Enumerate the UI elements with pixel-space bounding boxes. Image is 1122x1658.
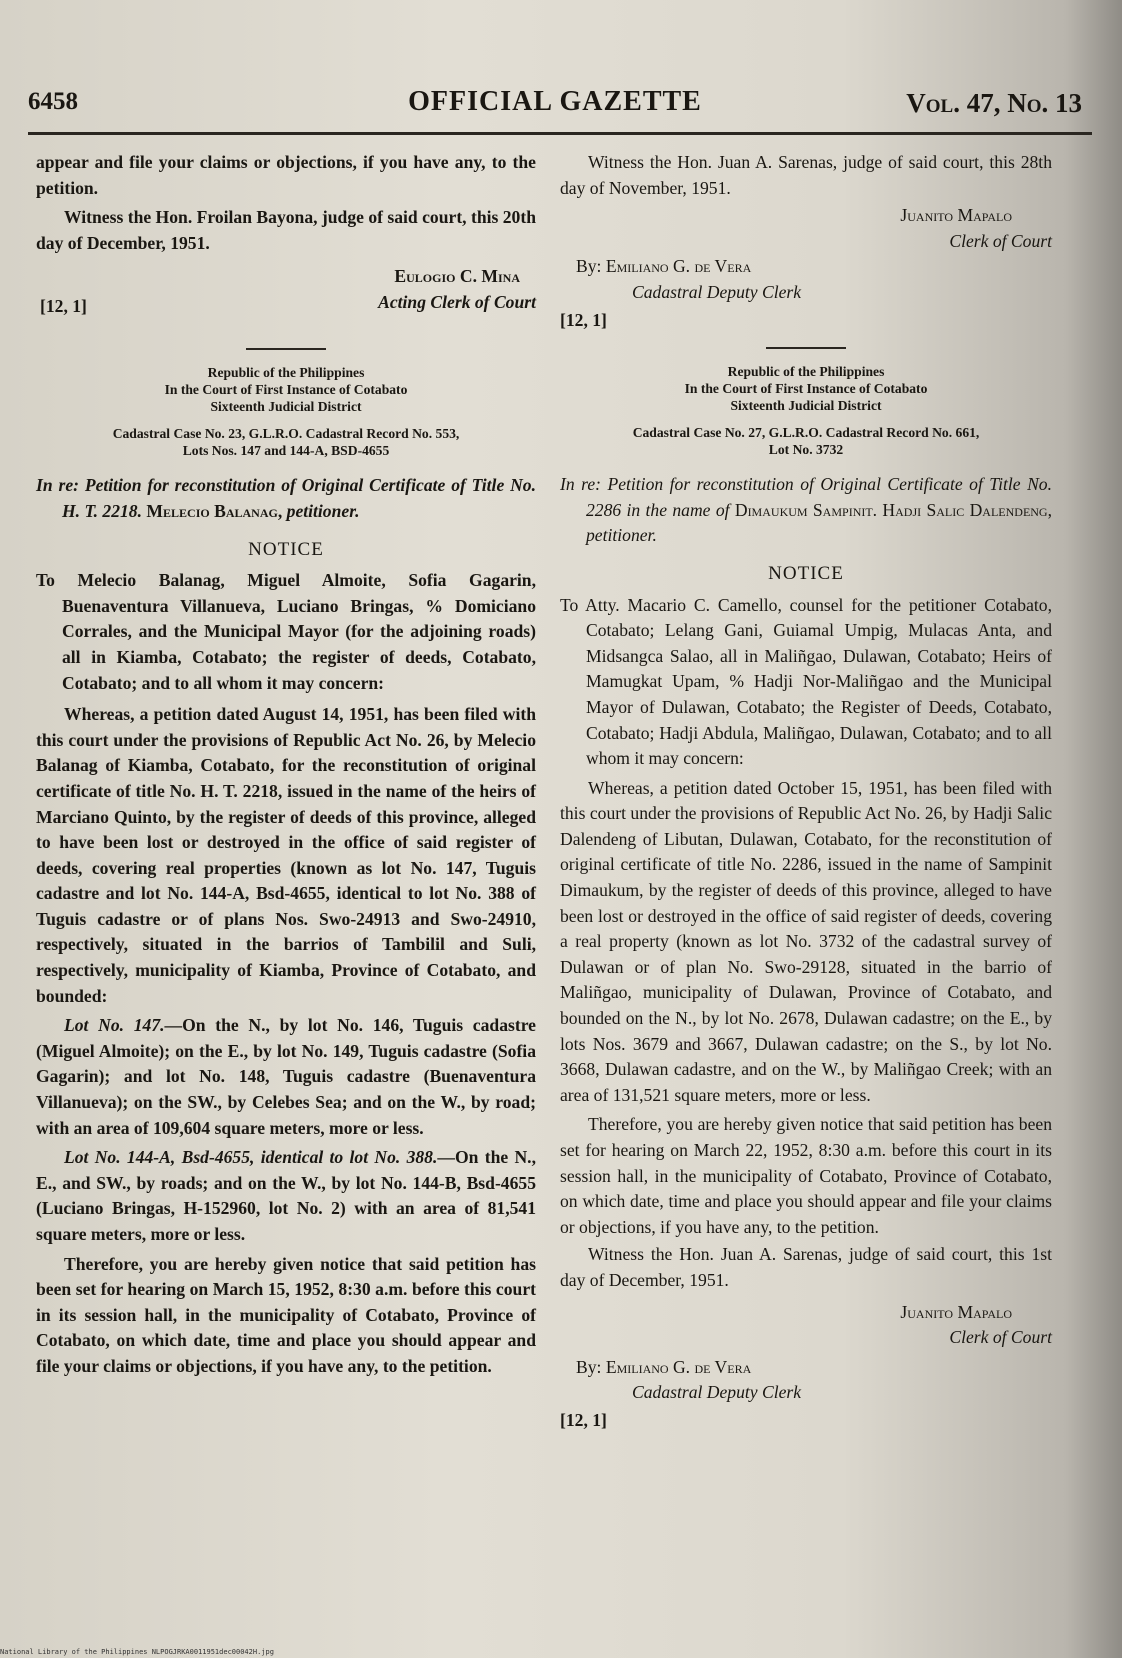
left-opening: appear and file your claims or objections, if you have any, to the petition.: [36, 152, 536, 198]
right-notice-heading: NOTICE: [768, 562, 844, 584]
right-court-heading: [560, 363, 1052, 414]
left-lot144-text: —On the N., E., and SW., by roads; and on the W., by lot No. 144-B, Bsd-4655 (Luciano Bringas, H-152960, lot No. 2) with an area of 81,541 square meters, more or less.: [36, 1147, 536, 1244]
right-addressees: To Atty. Macario C. Camello, counsel for the petitioner Cotabato, Cotabato; Lelang Gani, Guiamal Umpig, Mulacas Anta, and Midsangca Salao, all in Maliñgao, Dulawan, Cotabato; Heirs of Mamugkat Upam, % Hadji Nor-Maliñgao and the Municipal Mayor of Dulawan, Cotabato; the Register of Deeds, Cotabato, Cotabato; Hadji Abdula, Maliñgao, Dulawan, Cotabato; and to all whom it may concern:: [560, 594, 1052, 769]
right-case-heading: [560, 424, 1052, 458]
left-lot147-head: Lot No. 147.: [64, 1015, 165, 1036]
right-by2-title: Cadastral Deputy Clerk: [632, 1382, 802, 1403]
right-by-line: [560, 254, 1052, 280]
left-witness: Witness the Hon. Froilan Bayona, judge of said court, this 20th day of December, 1951.: [36, 207, 536, 253]
left-lot144: [36, 1145, 536, 1247]
left-court-heading: [36, 364, 536, 415]
left-addressees: To Melecio Balanag, Miguel Almoite, Sofia Gagarin, Buenaventura Villanueva, Luciano Bringas, % Domiciano Corrales, and the Municipal Mayor (for the adjoining roads) all in Kiamba, Cotabato; the register of deeds, Cotabato, Cotabato; and to all whom it may concern:: [36, 570, 536, 693]
right-signer2-title: Clerk of Court: [949, 1327, 1052, 1348]
header-rule: [28, 132, 1092, 135]
right-inre-italic: In re: Petition for reconstitution of Original Certificate of Title No. 2286 in the name of: [560, 474, 1052, 520]
left-court-line1: Republic of the Philippines: [207, 365, 365, 381]
left-lot144-head: Lot No. 144-A, Bsd-4655, identical to lot No. 388.: [64, 1147, 438, 1168]
left-case-heading: [36, 425, 536, 459]
right-therefore: Therefore, you are hereby given notice that said petition has been set for hearing on March 22, 1952, 8:30 a.m. before this court in its session hall, in the municipality of Cotabato, Province of Cotabato, on which date, time and place you should appear and file your claims or objections, if you have any, to the petition.: [560, 1114, 1052, 1237]
right-by-name: Emiliano G. de Vera: [605, 256, 752, 277]
right-in-re: [560, 472, 1052, 549]
right-court-line3: Sixteenth Judicial District: [730, 398, 882, 414]
left-case-line2: Lots Nos. 147 and 144-A, BSD-4655: [182, 443, 390, 459]
right-court-line2: In the Court of First Instance of Cotabato: [684, 381, 928, 397]
left-lot147-text: —On the N., by lot No. 146, Tuguis cadastre (Miguel Almoite); on the E., by lot No. 149, Tuguis cadastre (Sofia Gagarin); and lot No. 148, Tuguis cadastre (Buenaventura Villanueva); on the SW., by Celebes Sea; and on the W., by road; with an area of 109,604 square meters, more or less.: [36, 1015, 536, 1138]
right-court-line1: Republic of the Philippines: [727, 364, 885, 380]
right-by-title: Cadastral Deputy Clerk: [632, 281, 802, 302]
right-case-line1: Cadastral Case No. 27, G.L.R.O. Cadastral Record No. 661,: [632, 425, 980, 441]
right-tag: [12, 1]: [560, 309, 607, 330]
right-separator: [766, 347, 846, 349]
right-witness: Witness the Hon. Juan A. Sarenas, judge of said court, this 28th day of November, 1951.: [560, 152, 1052, 198]
right-column: [560, 150, 1052, 1434]
left-tag: [12, 1]: [40, 296, 87, 317]
right-signer-title: Clerk of Court: [949, 230, 1052, 251]
left-inre-italic: In re: Petition for reconstitution of Original Certificate of Title No. H. T. 2218.: [36, 475, 536, 521]
left-court-line3: Sixteenth Judicial District: [210, 399, 362, 415]
right-tag2: [12, 1]: [560, 1409, 607, 1430]
volume-number: Vol. 47, No. 13: [906, 88, 1082, 118]
right-by2-label: By:: [576, 1356, 602, 1377]
right-signer2-name: Juanito Mapalo: [900, 1301, 1012, 1322]
left-separator: [246, 348, 326, 350]
left-notice-heading: NOTICE: [248, 538, 324, 560]
left-signature-block: [36, 264, 536, 318]
right-case-line2: Lot No. 3732: [768, 442, 844, 458]
left-therefore: Therefore, you are hereby given notice that said petition has been set for hearing on March 15, 1952, 8:30 a.m. before this court in its session hall, in the municipality of Cotabato, Province of Cotabato, on which date, time and place you should appear and file your claims or objections, if you have any, to the petition.: [36, 1253, 536, 1376]
left-column: [36, 150, 536, 1380]
left-signer-title: Acting Clerk of Court: [378, 292, 536, 313]
left-lot147: [36, 1013, 536, 1141]
right-signer-name: Juanito Mapalo: [900, 205, 1012, 226]
page-number: 6458: [28, 88, 78, 115]
page-header: [28, 88, 1082, 128]
publication-title: OFFICIAL GAZETTE: [408, 86, 702, 117]
left-in-re: [36, 473, 536, 524]
left-inre-role: petitioner.: [286, 500, 360, 521]
scan-footer: National Library of the Philippines NLPOGJRKA0011951dec00042H.jpg: [0, 1648, 274, 1656]
left-case-line1: Cadastral Case No. 23, G.L.R.O. Cadastral Record No. 553,: [112, 426, 460, 442]
right-witness2: Witness the Hon. Juan A. Sarenas, judge of said court, this 1st day of December, 1951.: [560, 1244, 1052, 1290]
right-inre-role: petitioner.: [586, 525, 657, 546]
left-inre-name: Melecio Balanag,: [146, 500, 283, 521]
left-signer-name: Eulogio C. Mina: [394, 266, 520, 287]
right-by-label: By:: [576, 256, 602, 277]
left-court-line2: In the Court of First Instance of Cotabato: [164, 382, 408, 398]
right-whereas: Whereas, a petition dated October 15, 1951, has been filed with this court under the provisions of Republic Act No. 26, by Hadji Salic Dalendeng of Libutan, Dulawan, Cotabato, for the reconstitution of original certificate of title No. 2286, issued in the name of Sampinit Dimaukum, by the register of deeds of this province, alleged to have been lost or destroyed in the office of said register of deeds, covering a real property (known as lot No. 3732 of the cadastral survey of Dulawan or of plan No. Swo-29128, situated in the barrio of Maliñgao, municipality of Dulawan, Province of Cotabato, and bounded on the N., by lot No. 2678, Dulawan cadastre; on the E., by lots Nos. 3679 and 3667, Dulawan cadastre; on the S., by lot No. 3668, Dulawan cadastre, and on the W., by Maliñgao Creek; with an area of 131,521 square meters, more or less.: [560, 777, 1052, 1105]
right-by2-line: [560, 1355, 1052, 1381]
right-by2-name: Emiliano G. de Vera: [605, 1356, 752, 1377]
right-inre-name: Dimaukum Sampinit. Hadji Salic Dalendeng,: [734, 499, 1052, 520]
left-whereas: Whereas, a petition dated August 14, 1951, has been filed with this court under the provisions of Republic Act No. 26, by Melecio Balanag of Kiamba, Cotabato, for the reconstitution of original certificate of title No. H. T. 2218, issued in the name of the heirs of Marciano Quinto, by the register of deeds of this province, alleged to have been lost or destroyed in the office of said register of deeds, covering real properties (known as lot No. 147, Tuguis cadastre and lot No. 144-A, Bsd-4655, identical to lot No. 388 of Tuguis cadastre or of plans Nos. Swo-24913 and Swo-24910, respectively, situated in the barrios of Tambilil and Suli, respectively, municipality of Kiamba, Province of Cotabato, and bounded:: [36, 704, 536, 1006]
